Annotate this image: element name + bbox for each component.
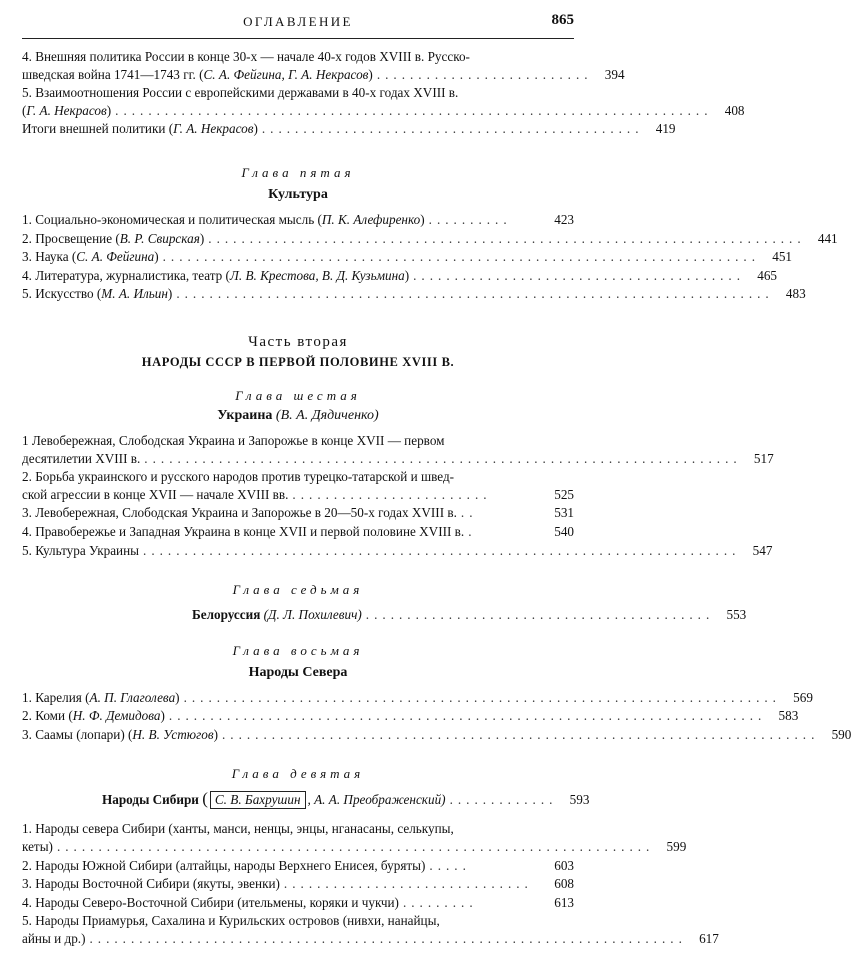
- chapter-title: Украина (В. А. Дядиченко): [217, 407, 379, 423]
- toc-entry-line: 4. Внешняя политика России в конце 30-х — начале 40-х годов XVIII в. Русско-: [22, 49, 470, 64]
- toc-entry: 4. Народы Северо-Восточной Сибири (ительмены, коряки и чукчи) ......... 613: [22, 894, 574, 910]
- toc-page: 617: [699, 931, 719, 947]
- toc-entry: 4. Внешняя политика России в конце 30-х — начале 40-х годов XVIII в. Русско- шведская война 1741—1743 гг. (С. А. Фейгина, Г. А. Некрасов) .......................... 394: [22, 49, 625, 82]
- toc-entry: 3. Народы Восточной Сибири (якуты, эвенки) .............................. 608: [22, 876, 574, 892]
- toc-entry: 1. Социально-экономическая и политическая мысль (П. К. Алефиренко) .......... 423: [22, 211, 574, 227]
- toc-page: 517: [753, 450, 774, 466]
- toc-author: С. А. Фейгина, Г. А. Некрасов: [203, 66, 369, 82]
- chapter-title: Культура: [268, 186, 328, 202]
- chapter-label: Глава девятая: [231, 766, 365, 782]
- chapter-title: Белоруссия: [192, 607, 261, 623]
- page-number: 865: [551, 12, 574, 28]
- toc-entry: 5. Искусство (М. А. Ильин) ........................................................................ 483: [22, 286, 806, 302]
- toc-entry: 3. Левобережная, Слободская Украина и Запорожье в 20—50-х годах XVIII в. .. 531: [22, 505, 574, 521]
- toc-page: 451: [772, 249, 792, 265]
- toc-page: 569: [793, 689, 813, 705]
- toc-page: 590: [831, 726, 851, 742]
- toc-author: Н. В. Устюгов: [132, 726, 214, 742]
- running-head-title: ОГЛАВЛЕНИЕ: [243, 14, 353, 29]
- chapter-title: Народы Севера: [248, 664, 348, 680]
- toc-entry: 2. Борьба украинского и русского народов против турецко-татарской и швед- ской агрессии в конце XVII — начале XVIII вв. ........................ 525: [22, 469, 574, 502]
- toc-entry: Белоруссия (Д. Л. Похилевич) .......................................... 553: [192, 607, 747, 623]
- toc-page: 394: [604, 66, 625, 82]
- toc-page: 525: [554, 486, 574, 502]
- toc-author: Г. А. Некрасов: [26, 102, 107, 118]
- toc-entry: 1. Карелия (А. П. Глаголева) ........................................................................ 569: [22, 689, 813, 705]
- toc-page: 613: [554, 894, 574, 910]
- toc-page: 583: [778, 708, 799, 724]
- toc-entry: 3. Саамы (лопари) (Н. В. Устюгов) ........................................................................ 590: [22, 726, 851, 742]
- toc-page: 547: [752, 542, 773, 558]
- header-rule: [22, 38, 574, 39]
- toc-page: 599: [666, 839, 687, 855]
- chapter-label: Глава седьмая: [232, 582, 364, 598]
- chapter-label: Глава пятая: [241, 164, 355, 180]
- toc-author: В. Р. Свирская: [119, 230, 200, 246]
- chapter-author: , А. А. Преображенский): [307, 792, 446, 808]
- toc-entry: 1. Народы севера Сибири (ханты, манси, ненцы, энцы, нганасаны, селькупы, кеты) ........................................................................ 599: [22, 821, 687, 855]
- toc-page: 408: [724, 102, 745, 118]
- boxed-author-stamp: С. В. Бахрушин: [210, 791, 306, 809]
- toc-entry: 3. Наука (С. А. Фейгина) ........................................................................ 451: [22, 249, 792, 265]
- toc-page: 423: [554, 211, 574, 227]
- toc-entry-line: 5. Взаимоотношения России с европейскими державами в 40-х годах XVIII в.: [22, 85, 459, 101]
- toc-entry: 2. Народы Южной Сибири (алтайцы, народы Верхнего Енисея, буряты) ..... 603: [22, 857, 574, 873]
- toc-entry: 5. Взаимоотношения России с европейскими державами в 40-х годах XVIII в. (Г. А. Некрасов) ........................................................................ 408: [22, 85, 745, 118]
- toc-entry: 4. Литература, журналистика, театр (Л. В. Крестова, В. Д. Кузьмина) ........................................ 465: [22, 267, 777, 283]
- table-of-contents: [22, 48, 851, 949]
- chapter-label: Глава восьмая: [232, 642, 364, 658]
- toc-entry: 1 Левобережная, Слободская Украина и Запорожье в конце XVII — первом десятилетии XVIII в. ........................................................................ 517: [22, 432, 774, 466]
- toc-entry: 5. Культура Украины ........................................................................ 547: [22, 542, 773, 558]
- toc-author: Г. А. Некрасов: [173, 121, 254, 137]
- toc-author: М. А. Ильин: [101, 286, 168, 302]
- toc-page: 419: [655, 121, 676, 137]
- chapter-title: Народы Сибири: [102, 792, 199, 808]
- toc-author: С. А. Фейгина: [76, 249, 155, 265]
- toc-author: П. К. Алефиренко: [321, 211, 421, 227]
- toc-page: 540: [554, 523, 574, 539]
- toc-author: Л. В. Крестова, В. Д. Кузьмина: [229, 267, 405, 283]
- toc-page: 483: [785, 286, 806, 302]
- chapter-author: (В. А. Дядиченко): [275, 407, 379, 423]
- toc-entry: 5. Народы Приамурья, Сахалина и Курильских островов (нивхи, нанайцы, айны и др.) ........................................................................ 617: [22, 913, 719, 947]
- part-title: НАРОДЫ СССР В ПЕРВОЙ ПОЛОВИНЕ XVIII В.: [141, 354, 455, 369]
- toc-page: 553: [726, 607, 747, 623]
- toc-entry: 2. Коми (Н. Ф. Демидова) ........................................................................ 583: [22, 708, 799, 724]
- toc-author: Н. Ф. Демидова: [72, 708, 161, 724]
- running-head: [22, 14, 574, 34]
- chapter-label: Глава шестая: [235, 387, 361, 403]
- toc-page: 608: [554, 876, 574, 892]
- toc-page: 441: [817, 230, 838, 246]
- toc-page: 465: [757, 267, 777, 283]
- toc-entry: 2. Просвещение (В. Р. Свирская) ........................................................................ 441: [22, 230, 838, 246]
- toc-page: 603: [554, 857, 574, 873]
- toc-entry: Народы Сибири ( С. В. Бахрушин , А. А. Преображенский) ............. 593: [102, 789, 590, 809]
- chapter-author: (Д. Л. Похилевич): [263, 607, 362, 623]
- toc-author: А. П. Глаголева: [89, 689, 176, 705]
- toc-entry: 4. Правобережье и Западная Украина в конце XVII и первой половине XVIII в. . 540: [22, 523, 574, 539]
- toc-entry: Итоги внешней политики (Г. А. Некрасов) .............................................. 419: [22, 121, 676, 137]
- toc-page: 531: [554, 505, 574, 521]
- part-label: Часть вторая: [248, 333, 348, 350]
- toc-page: 593: [569, 792, 590, 808]
